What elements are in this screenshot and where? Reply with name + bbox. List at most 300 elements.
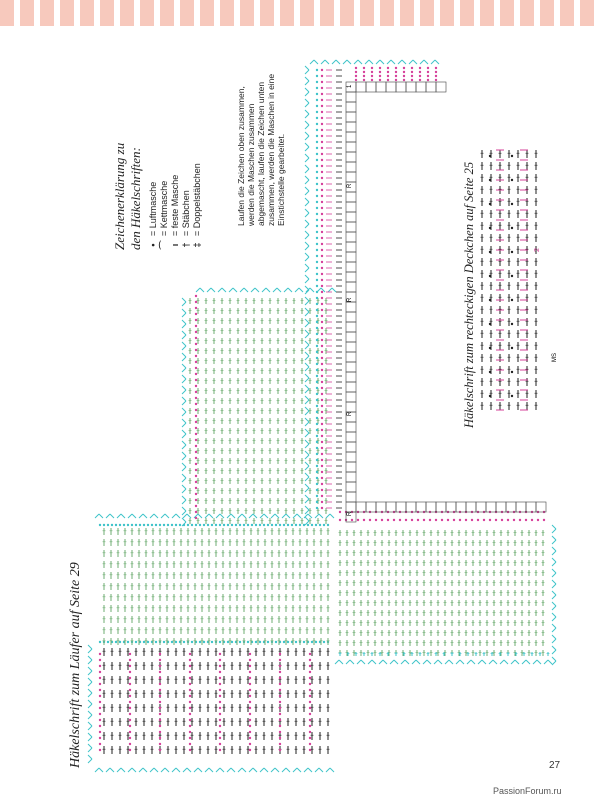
grid-cell — [456, 502, 466, 512]
chain-stitch-mark — [316, 183, 318, 185]
chain-stitch-mark — [511, 323, 513, 325]
chain-stitch-mark — [309, 677, 311, 679]
chain-stitch-mark — [99, 707, 101, 709]
picot-mark — [242, 514, 246, 518]
picot-mark — [427, 660, 431, 664]
picot-mark — [308, 514, 312, 518]
chain-stitch-mark — [321, 393, 323, 395]
chain-stitch-mark — [131, 524, 133, 526]
picot-mark — [117, 514, 121, 518]
chain-stitch-mark — [419, 71, 421, 73]
picot-mark — [182, 357, 186, 361]
chain-stitch-mark — [279, 524, 281, 526]
chain-stitch-mark — [279, 653, 281, 655]
chain-stitch-mark — [316, 87, 318, 89]
chain-stitch-mark — [369, 519, 371, 521]
picot-mark — [207, 288, 211, 292]
chain-stitch-mark — [159, 737, 161, 739]
picot-mark — [357, 660, 361, 664]
chain-stitch-mark — [511, 251, 513, 253]
picot-mark — [305, 77, 309, 81]
chain-stitch-mark — [511, 371, 513, 373]
legend-item-label: = Luftmasche — [148, 181, 158, 236]
picot-mark — [255, 288, 259, 292]
chain-stitch-mark — [321, 153, 323, 155]
picot-mark — [305, 499, 309, 503]
picot-mark — [288, 288, 292, 292]
chain-stitch-mark — [195, 421, 197, 423]
chain-stitch-mark — [159, 524, 161, 526]
picot-mark — [182, 467, 186, 471]
chain-stitch-mark — [316, 129, 318, 131]
picot-mark — [305, 224, 309, 228]
chain-stitch-mark — [309, 701, 311, 703]
picot-mark — [172, 768, 176, 772]
picot-mark — [182, 342, 186, 346]
chain-stitch-mark — [316, 153, 318, 155]
chain-stitch-mark — [489, 323, 491, 325]
chain-stitch-mark — [219, 743, 221, 745]
chain-stitch-mark — [321, 117, 323, 119]
picot-mark — [305, 378, 309, 382]
picot-mark — [305, 275, 309, 279]
chain-stitch-mark — [283, 641, 285, 643]
chain-stitch-mark — [316, 507, 318, 509]
chain-stitch-mark — [215, 524, 217, 526]
chain-stitch-mark — [249, 671, 251, 673]
chain-stitch-mark — [195, 385, 197, 387]
chain-stitch-mark — [321, 423, 323, 425]
chain-stitch-mark — [435, 79, 437, 81]
chain-stitch-mark — [316, 177, 318, 179]
picot-mark — [182, 423, 186, 427]
picot-mark — [117, 768, 121, 772]
picot-mark — [165, 768, 169, 772]
chain-stitch-mark — [287, 641, 289, 643]
picot-mark — [376, 60, 380, 64]
grid-cell — [346, 162, 356, 172]
chain-stitch-mark — [379, 71, 381, 73]
picot-mark — [227, 514, 231, 518]
chain-stitch-mark — [279, 659, 281, 661]
chain-stitch-mark — [323, 641, 325, 643]
picot-mark — [305, 477, 309, 481]
grid-label-two: 2 — [534, 248, 541, 252]
grid-cell — [346, 482, 356, 492]
chain-stitch-mark — [316, 369, 318, 371]
chain-stitch-mark — [179, 524, 181, 526]
picot-mark — [182, 412, 186, 416]
chain-stitch-mark — [99, 524, 101, 526]
grid-cell — [346, 422, 356, 432]
chain-stitch-mark — [159, 707, 161, 709]
chain-stitch-mark — [115, 641, 117, 643]
picot-mark — [231, 514, 235, 518]
chain-stitch-mark — [316, 489, 318, 491]
chain-stitch-mark — [159, 683, 161, 685]
chain-stitch-mark — [243, 524, 245, 526]
chain-stitch-mark — [263, 524, 265, 526]
grid-cell — [476, 502, 486, 512]
picot-mark — [165, 514, 169, 518]
picot-mark — [182, 331, 186, 335]
chain-stitch-mark — [195, 295, 197, 297]
chain-stitch-mark — [316, 495, 318, 497]
picot-mark — [305, 352, 309, 356]
chain-stitch-mark — [321, 297, 323, 299]
chain-stitch-mark — [316, 363, 318, 365]
picot-mark — [305, 147, 309, 151]
grid-label-one: 1 — [347, 84, 353, 88]
chain-stitch-mark — [295, 641, 297, 643]
picot-mark — [88, 678, 92, 682]
chain-stitch-mark — [316, 483, 318, 485]
picot-mark — [305, 323, 309, 327]
grid-cell — [346, 502, 356, 512]
chain-stitch-mark — [223, 524, 225, 526]
chain-stitch-mark — [321, 441, 323, 443]
picot-mark — [305, 198, 309, 202]
chain-stitch-mark — [203, 641, 205, 643]
chain-stitch-mark — [321, 231, 323, 233]
chain-stitch-mark — [135, 641, 137, 643]
picot-mark — [271, 514, 275, 518]
chain-stitch-mark — [387, 75, 389, 77]
picot-mark — [88, 704, 92, 708]
picot-mark — [88, 755, 92, 759]
chain-stitch-mark — [316, 297, 318, 299]
chain-stitch-mark — [219, 524, 221, 526]
picot-mark — [182, 324, 186, 328]
legend-item — [148, 30, 159, 250]
chain-stitch-mark — [279, 713, 281, 715]
chain-stitch-mark — [511, 203, 513, 205]
chain-stitch-mark — [321, 303, 323, 305]
chain-stitch-mark — [115, 524, 117, 526]
chain-stitch-mark — [357, 519, 359, 521]
chain-stitch-mark — [99, 713, 101, 715]
chain-stitch-mark — [321, 249, 323, 251]
chain-stitch-mark — [321, 105, 323, 107]
picot-mark — [533, 660, 537, 664]
chain-stitch-mark — [249, 701, 251, 703]
chain-stitch-mark — [427, 79, 429, 81]
picot-mark — [182, 397, 186, 401]
double-crochet-icon: † — [181, 242, 191, 248]
picot-mark — [139, 514, 143, 518]
chain-stitch-mark — [249, 719, 251, 721]
chain-stitch-mark — [316, 255, 318, 257]
picot-mark — [354, 60, 358, 64]
chain-stitch-mark — [295, 524, 297, 526]
chain-stitch-mark — [159, 749, 161, 751]
chain-stitch-mark — [441, 519, 443, 521]
chain-stitch-mark — [129, 665, 131, 667]
chain-stitch-mark — [189, 713, 191, 715]
picot-mark — [431, 60, 435, 64]
picot-mark — [238, 514, 242, 518]
chain-stitch-mark — [355, 67, 357, 69]
picot-mark — [305, 345, 309, 349]
chain-stitch-mark — [321, 459, 323, 461]
chain-stitch-mark — [99, 665, 101, 667]
picot-mark — [305, 312, 309, 316]
picot-mark — [286, 768, 290, 772]
chain-stitch-mark — [129, 707, 131, 709]
picot-mark — [110, 514, 114, 518]
picot-mark — [511, 660, 515, 664]
chain-stitch-mark — [319, 524, 321, 526]
grid-cell — [446, 502, 456, 512]
chain-stitch-mark — [316, 231, 318, 233]
chain-stitch-mark — [279, 725, 281, 727]
chain-stitch-mark — [339, 511, 341, 513]
picot-mark — [522, 660, 526, 664]
picot-mark — [88, 711, 92, 715]
chain-stitch-mark — [489, 155, 491, 157]
picot-mark — [552, 661, 556, 665]
chain-stitch-mark — [321, 429, 323, 431]
chain-stitch-mark — [235, 524, 237, 526]
chain-stitch-mark — [395, 75, 397, 77]
picot-mark — [343, 60, 347, 64]
picot-mark — [99, 514, 103, 518]
picot-mark — [358, 60, 362, 64]
chain-stitch-mark — [279, 701, 281, 703]
chain-stitch-mark — [315, 641, 317, 643]
chain-stitch-mark — [309, 671, 311, 673]
chain-stitch-mark — [321, 261, 323, 263]
picot-mark — [314, 60, 318, 64]
grid-cell — [406, 82, 416, 92]
picot-mark — [552, 639, 556, 643]
chain-stitch-mark — [279, 719, 281, 721]
chain-stitch-mark — [309, 743, 311, 745]
picot-mark — [222, 288, 226, 292]
chain-stitch-mark — [195, 433, 197, 435]
chain-stitch-mark — [316, 351, 318, 353]
picot-mark — [305, 389, 309, 393]
chain-stitch-mark — [321, 321, 323, 323]
chain-stitch-mark — [159, 665, 161, 667]
picot-mark — [552, 573, 556, 577]
chain-stitch-mark — [99, 737, 101, 739]
chain-stitch-mark — [231, 641, 233, 643]
chain-stitch-mark — [309, 713, 311, 715]
picot-mark — [182, 364, 186, 368]
picot-mark — [305, 510, 309, 514]
chain-stitch-mark — [311, 524, 313, 526]
chain-stitch-mark — [309, 695, 311, 697]
grid-cell — [346, 372, 356, 382]
chain-stitch-mark — [395, 67, 397, 69]
chain-stitch-mark — [99, 695, 101, 697]
chain-stitch-mark — [195, 379, 197, 381]
chain-stitch-mark — [129, 671, 131, 673]
chain-stitch-mark — [321, 219, 323, 221]
grid-cell — [346, 142, 356, 152]
chain-stitch-mark — [309, 731, 311, 733]
picot-mark — [205, 768, 209, 772]
chain-stitch-mark — [355, 79, 357, 81]
chain-stitch-mark — [447, 519, 449, 521]
grid-cell — [346, 452, 356, 462]
picot-mark — [305, 517, 309, 521]
picot-mark — [305, 176, 309, 180]
picot-mark — [88, 737, 92, 741]
chain-stitch-mark — [403, 67, 405, 69]
chain-stitch-mark — [279, 683, 281, 685]
picot-mark — [347, 60, 351, 64]
picot-mark — [326, 514, 330, 518]
chain-stitch-mark — [143, 524, 145, 526]
chain-stitch-mark — [195, 373, 197, 375]
chain-stitch-mark — [167, 524, 169, 526]
picot-mark — [336, 60, 340, 64]
chain-stitch-mark — [163, 524, 165, 526]
legend — [112, 30, 203, 250]
chain-stitch-mark — [489, 203, 491, 205]
chain-stitch-mark — [321, 363, 323, 365]
chain-stitch-mark — [183, 641, 185, 643]
picot-mark — [330, 514, 334, 518]
chain-stitch-mark — [279, 743, 281, 745]
chain-stitch-mark — [511, 347, 513, 349]
chain-stitch-mark — [435, 67, 437, 69]
picot-mark — [275, 514, 279, 518]
picot-mark — [150, 768, 154, 772]
picot-mark — [552, 624, 556, 628]
chain-stitch-mark — [309, 653, 311, 655]
grid-cell — [346, 282, 356, 292]
chain-stitch-mark — [316, 423, 318, 425]
chain-stitch-mark — [195, 463, 197, 465]
picot-mark — [398, 60, 402, 64]
picot-mark — [305, 132, 309, 136]
chain-stitch-mark — [403, 79, 405, 81]
legend-note: Laufen die Zeichen oben zusammen, werden die Maschen zusammen abgemascht, laufen die Zeichen unten zusammen, werden die Maschen in eine Einstichstelle gearbeitet. — [236, 73, 286, 226]
picot-mark — [88, 689, 92, 693]
picot-mark — [412, 660, 416, 664]
picot-mark — [183, 514, 187, 518]
chain-stitch-mark — [195, 403, 197, 405]
picot-mark — [154, 768, 158, 772]
chain-stitch-mark — [321, 87, 323, 89]
chain-stitch-mark — [321, 129, 323, 131]
chain-stitch-mark — [321, 285, 323, 287]
chain-stitch-mark — [321, 465, 323, 467]
chain-stitch-mark — [159, 743, 161, 745]
picot-mark — [182, 375, 186, 379]
picot-mark — [319, 768, 323, 772]
picot-mark — [456, 660, 460, 664]
chain-stitch-mark — [99, 671, 101, 673]
chain-stitch-mark — [321, 255, 323, 257]
chain-stitch-mark — [316, 501, 318, 503]
chain-stitch-mark — [419, 75, 421, 77]
chain-stitch-mark — [279, 737, 281, 739]
chain-stitch-mark — [219, 677, 221, 679]
chain-stitch-mark — [259, 524, 261, 526]
picot-mark — [305, 70, 309, 74]
chain-stitch-mark — [175, 524, 177, 526]
picot-mark — [369, 60, 373, 64]
picot-mark — [305, 257, 309, 261]
chain-stitch-mark — [129, 683, 131, 685]
chain-stitch-mark — [427, 71, 429, 73]
picot-mark — [132, 768, 136, 772]
picot-mark — [305, 242, 309, 246]
chain-stitch-mark — [316, 219, 318, 221]
chain-stitch-mark — [195, 511, 197, 513]
picot-mark — [544, 660, 548, 664]
picot-mark — [182, 313, 186, 317]
picot-mark — [182, 309, 186, 313]
picot-mark — [537, 660, 541, 664]
picot-mark — [305, 286, 309, 290]
picot-mark — [328, 288, 332, 292]
picot-mark — [332, 60, 336, 64]
chain-stitch-mark — [321, 207, 323, 209]
picot-mark — [305, 396, 309, 400]
picot-mark — [305, 319, 309, 323]
chain-stitch-mark — [393, 519, 395, 521]
picot-mark — [299, 288, 303, 292]
chain-stitch-mark — [316, 303, 318, 305]
chain-stitch-mark — [321, 315, 323, 317]
grid-cell — [346, 362, 356, 372]
grid-cell — [386, 82, 396, 92]
chain-stitch-mark — [525, 519, 527, 521]
chain-stitch-mark — [189, 719, 191, 721]
chain-stitch-mark — [99, 719, 101, 721]
picot-mark — [305, 121, 309, 125]
picot-mark — [305, 279, 309, 283]
chain-stitch-mark — [219, 665, 221, 667]
chain-stitch-mark — [423, 519, 425, 521]
chain-stitch-mark — [191, 524, 193, 526]
chain-stitch-mark — [159, 731, 161, 733]
picot-mark — [305, 66, 309, 70]
picot-mark — [271, 768, 275, 772]
picot-mark — [128, 768, 132, 772]
chain-stitch-mark — [191, 641, 193, 643]
grid-label-ms: MS — [552, 353, 558, 362]
picot-mark — [305, 356, 309, 360]
picot-mark — [211, 288, 215, 292]
picot-mark — [182, 441, 186, 445]
picot-mark — [143, 768, 147, 772]
chain-stitch-mark — [519, 519, 521, 521]
chain-stitch-mark — [411, 67, 413, 69]
chain-stitch-mark — [279, 671, 281, 673]
chain-stitch-mark — [316, 471, 318, 473]
chain-stitch-mark — [189, 683, 191, 685]
chain-stitch-mark — [501, 519, 503, 521]
picot-mark — [231, 768, 235, 772]
chain-stitch-mark — [275, 641, 277, 643]
picot-mark — [305, 488, 309, 492]
chain-stitch-mark — [489, 275, 491, 277]
picot-mark — [552, 540, 556, 544]
chain-stitch-mark — [311, 641, 313, 643]
picot-mark — [264, 514, 268, 518]
chain-stitch-mark — [363, 75, 365, 77]
legend-item-label: = Stäbchen — [181, 190, 191, 236]
grid-cell — [346, 462, 356, 472]
chain-stitch-mark — [309, 665, 311, 667]
chain-stitch-mark — [321, 279, 323, 281]
